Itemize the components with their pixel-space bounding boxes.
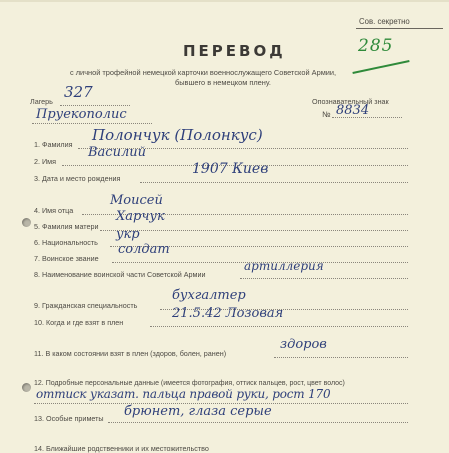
camp-label: Лагерь bbox=[30, 97, 53, 106]
field-7-label: 7. Воинское звание bbox=[34, 254, 99, 263]
document-title: ПЕРЕВОД bbox=[183, 42, 286, 60]
field-9-label: 9. Гражданская специальность bbox=[34, 301, 138, 310]
classification-label: Сов. секретно bbox=[359, 17, 410, 26]
camp-name: Пруекополис bbox=[36, 107, 127, 122]
field-11-label: 11. В каком состоянии взят в плен (здоров, болен, ранен) bbox=[34, 349, 227, 358]
field-10-label: 10. Когда и где взят в плен bbox=[34, 318, 124, 327]
stamp-underline bbox=[352, 60, 409, 74]
field-11-line bbox=[274, 357, 408, 358]
field-1-label: 1. Фамилия bbox=[34, 140, 73, 149]
field-8-line bbox=[240, 278, 408, 279]
document-subtitle-line1: с личной трофейной немецкой карточки военнослужащего Советской Армии, bbox=[70, 68, 337, 77]
field-13-value: брюнет, глаза серые bbox=[124, 404, 272, 419]
field-2-label: 2. Имя bbox=[34, 157, 56, 166]
field-5-value: Харчук bbox=[116, 209, 165, 224]
camp-number-line bbox=[60, 105, 130, 106]
field-2-value: Василий bbox=[88, 145, 146, 160]
field-6-label: 6. Национальность bbox=[34, 238, 98, 247]
field-4-value: Моисей bbox=[110, 193, 163, 208]
document-subtitle-line2: бывшего в немецком плену. bbox=[175, 78, 271, 87]
field-3-line bbox=[140, 182, 408, 183]
field-5-line bbox=[100, 230, 408, 231]
punch-hole bbox=[22, 383, 31, 392]
field-9-value: бухгалтер bbox=[172, 288, 246, 303]
id-tag-line bbox=[332, 117, 402, 118]
field-8-value: артиллерия bbox=[244, 259, 324, 273]
field-7-value: солдат bbox=[118, 242, 170, 257]
field-3-value: 1907 Киев bbox=[192, 161, 269, 177]
archive-stamp-number: 285 bbox=[358, 36, 394, 56]
field-10-line bbox=[150, 326, 408, 327]
field-13-label: 13. Особые приметы bbox=[34, 414, 104, 423]
field-11-value: здоров bbox=[280, 337, 327, 352]
field-8-label: 8. Наименование воинской части Советской Армии bbox=[34, 270, 206, 279]
id-tag-value: 8834 bbox=[336, 103, 370, 118]
paper-edge bbox=[0, 0, 449, 2]
field-10-value: 21.5.42 Лозовая bbox=[172, 306, 284, 321]
field-6-value: укр bbox=[116, 227, 140, 242]
field-4-label: 4. Имя отца bbox=[34, 206, 74, 215]
field-5-label: 5. Фамилия матери bbox=[34, 222, 99, 231]
field-14-label: 14. Ближайшие родственники и их местожительство bbox=[34, 444, 209, 453]
field-12-label: 12. Подробные персональные данные (имеется фотография, оттиск пальцев, рост, цвет волос) bbox=[34, 380, 345, 387]
id-tag-prefix: № bbox=[322, 110, 331, 119]
camp-name-line bbox=[32, 123, 152, 124]
punch-hole bbox=[22, 218, 31, 227]
field-3-label: 3. Дата и место рождения bbox=[34, 174, 121, 183]
field-1-value: Полончук (Полонкус) bbox=[92, 126, 263, 144]
id-tag-label: Опознавательный знак bbox=[312, 97, 389, 106]
field-13-line bbox=[108, 422, 408, 423]
camp-number: 327 bbox=[64, 83, 93, 101]
field-12-value: оттиск указат. пальца правой руки, рост 170 bbox=[36, 387, 331, 401]
